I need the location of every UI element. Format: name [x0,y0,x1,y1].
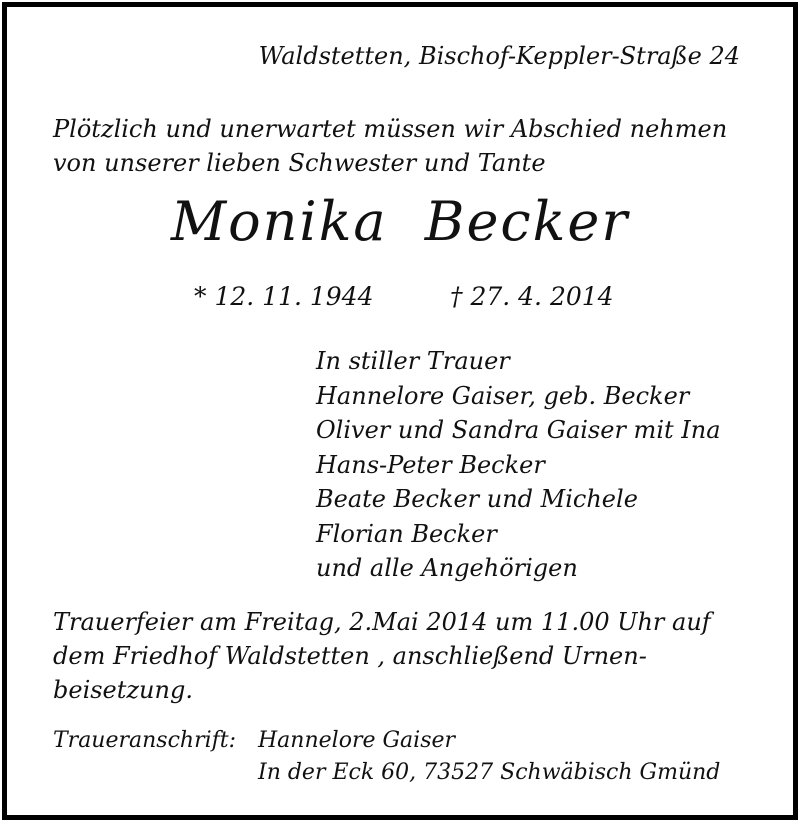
intro-text [53,112,727,180]
deceased-name: Monika Becker [170,190,630,253]
intro-line-1: Plötzlich und unerwartet müssen wir Abschied nehmen [53,115,728,143]
mourner-line: Hannelore Gaiser, geb. Becker [316,381,690,410]
mourners-list [316,344,721,586]
death-date: † 27. 4. 2014 [450,282,614,311]
sender-address: Waldstetten, Bischof-Keppler-Straße 24 [258,42,740,70]
mourner-line: und alle Angehörigen [316,554,578,582]
service-line-3: beisetzung. [53,676,193,704]
service-line-2: dem Friedhof Waldstetten , anschließend Urnen- [53,642,647,670]
funeral-service-text [53,605,711,707]
contact-label: Traueranschrift: [53,728,237,753]
mourner-line: Florian Becker [316,519,497,548]
service-line-1: Trauerfeier am Freitag, 2.Mai 2014 um 11.00 Uhr auf [53,608,711,636]
intro-line-2: von unserer lieben Schwester und Tante [53,149,546,177]
contact-street: In der Eck 60, 73527 Schwäbisch Gmünd [258,760,721,785]
mourner-line: Oliver und Sandra Gaiser mit Ina [316,416,721,444]
contact-name: Hannelore Gaiser [258,728,456,753]
mourner-line: Hans-Peter Becker [316,450,545,479]
birth-date: * 12. 11. 1944 [194,282,374,311]
mourner-line: Beate Becker und Michele [316,485,638,513]
mourner-line: In stiller Trauer [316,347,510,375]
